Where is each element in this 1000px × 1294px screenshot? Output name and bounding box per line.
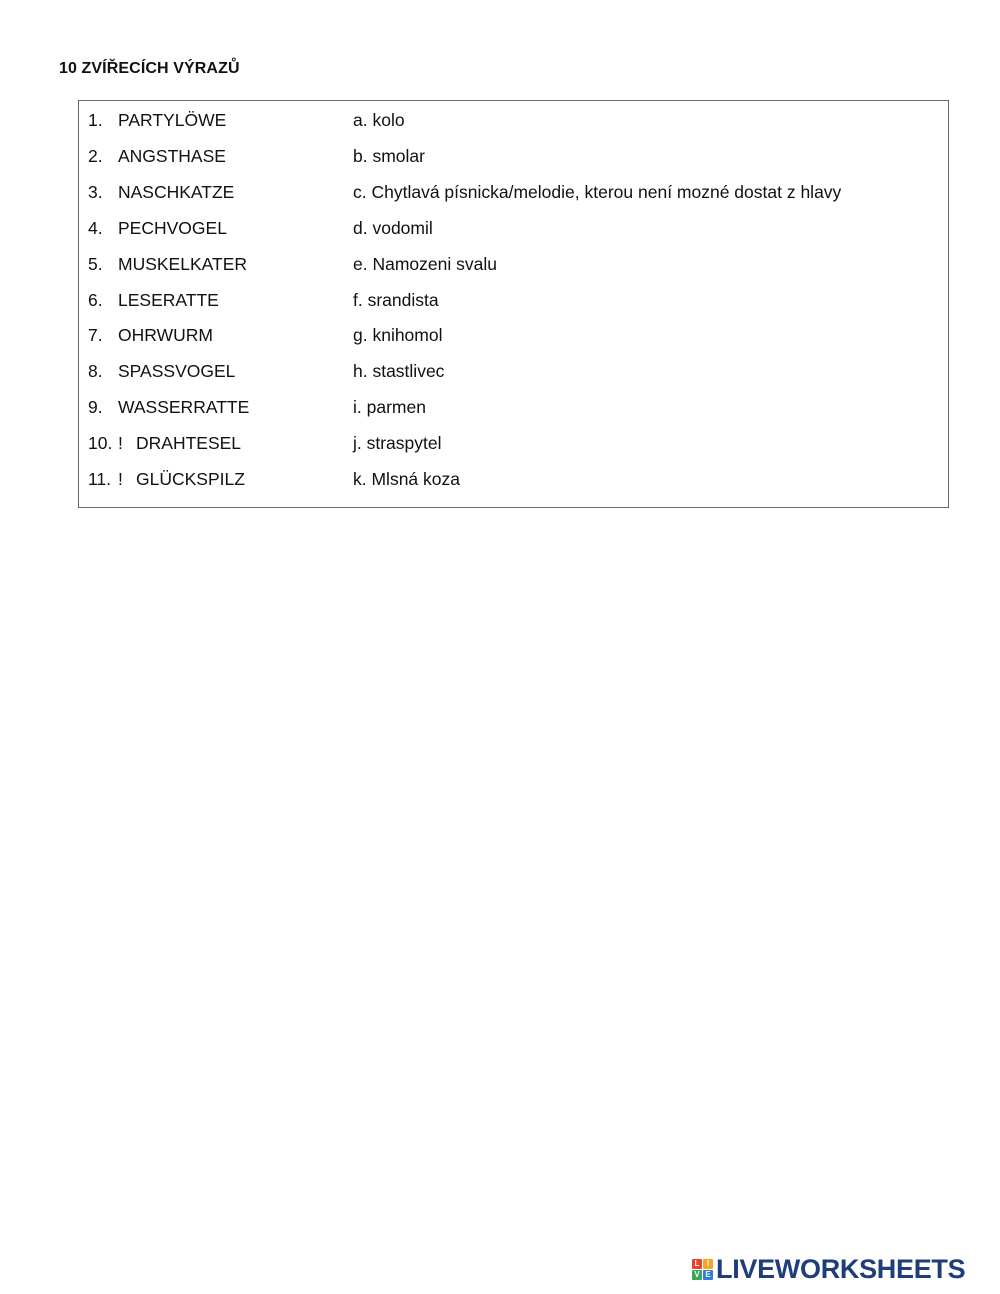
logo-letter: L xyxy=(692,1259,702,1269)
german-expression: WASSERRATTE xyxy=(118,397,250,417)
row-number: 11. xyxy=(88,469,112,489)
czech-meaning: d. vodomil xyxy=(353,218,433,238)
czech-meaning: h. stastlivec xyxy=(353,361,445,381)
worksheet-title: 10 ZVÍŘECÍCH VÝRAZŮ xyxy=(59,60,240,77)
logo-letter: I xyxy=(703,1259,713,1269)
german-expression: GLÜCKSPILZ xyxy=(136,469,245,489)
row-number: 3. xyxy=(88,182,103,202)
row-number: 1. xyxy=(88,110,103,130)
german-expression: LESERATTE xyxy=(118,290,219,310)
row-number: 10. xyxy=(88,433,113,453)
row-number: 5. xyxy=(88,254,103,274)
czech-meaning: b. smolar xyxy=(353,146,425,166)
row-number: 4. xyxy=(88,218,103,238)
table-row xyxy=(79,216,948,240)
row-number: 7. xyxy=(88,325,103,345)
table-row xyxy=(79,395,948,419)
czech-meaning: g. knihomol xyxy=(353,325,443,345)
table-row xyxy=(79,144,948,168)
czech-meaning: a. kolo xyxy=(353,110,405,130)
logo-letter: V xyxy=(692,1270,702,1280)
czech-meaning: c. Chytlavá písnicka/melodie, kterou není mozné dostat z hlavy xyxy=(353,182,842,202)
table-row xyxy=(79,252,948,276)
logo-mark-icon xyxy=(692,1259,713,1280)
table-row xyxy=(79,108,948,132)
table-row xyxy=(79,467,948,491)
table-row xyxy=(79,288,948,312)
czech-meaning: e. Namozeni svalu xyxy=(353,254,497,274)
german-expression: MUSKELKATER xyxy=(118,254,248,274)
row-number: 9. xyxy=(88,397,103,417)
row-number: 2. xyxy=(88,146,103,166)
czech-meaning: j. straspytel xyxy=(353,433,442,453)
czech-meaning: k. Mlsná koza xyxy=(353,469,460,489)
german-expression: OHRWURM xyxy=(118,325,213,345)
table-row xyxy=(79,359,948,383)
table-row xyxy=(79,431,948,455)
liveworksheets-logo xyxy=(692,1255,965,1283)
german-expression: DRAHTESEL xyxy=(136,433,242,453)
row-exclamation: ! xyxy=(118,469,123,489)
row-exclamation: ! xyxy=(118,433,123,453)
table-row xyxy=(79,323,948,347)
german-expression: PECHVOGEL xyxy=(118,218,227,238)
logo-letter: E xyxy=(703,1270,713,1280)
row-number: 6. xyxy=(88,290,103,310)
german-expression: SPASSVOGEL xyxy=(118,361,236,381)
czech-meaning: i. parmen xyxy=(353,397,426,417)
german-expression: PARTYLÖWE xyxy=(118,110,227,130)
brand-name: LIVEWORKSHEETS xyxy=(716,1254,966,1284)
row-number: 8. xyxy=(88,361,103,381)
matching-table xyxy=(78,100,949,508)
german-expression: ANGSTHASE xyxy=(118,146,226,166)
table-row xyxy=(79,180,948,204)
german-expression: NASCHKATZE xyxy=(118,182,235,202)
czech-meaning: f. srandista xyxy=(353,290,439,310)
